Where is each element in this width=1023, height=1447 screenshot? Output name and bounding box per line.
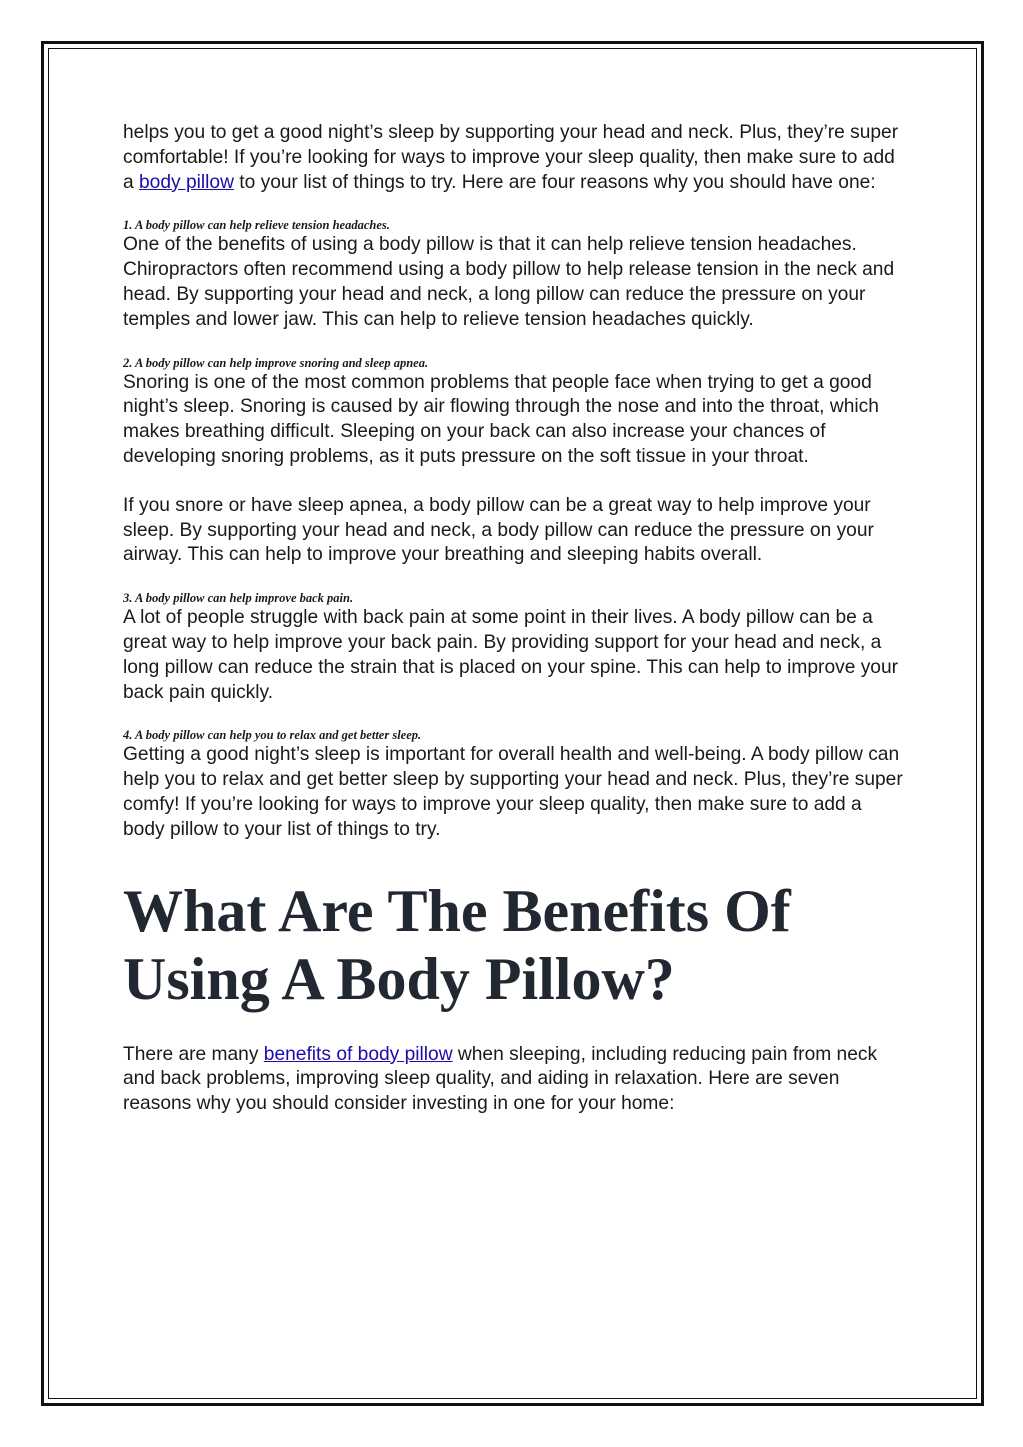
section-2-paragraph-1: Snoring is one of the most common problems that people face when trying to get a good night’s sleep. Snoring is caused by air flowing through the nose and into the throat, which makes breathing difficult. Sleeping on your back can also increase your chances of developing snoring problems, as it puts pressure on the soft tissue in your throat. (123, 371, 879, 467)
main-heading: What Are The Benefits Of Using A Body Pillow? (123, 877, 791, 1012)
intro-text-before-link: helps you to get a good night’s sleep by supporting your head and neck. Plus, they’re super comfortable! If you’re looking for ways to improve your sleep quality, then make sure to add a (123, 122, 899, 193)
section-1-heading: 1. A body pillow can help relieve tension headaches. (123, 218, 390, 233)
section-2-heading: 2. A body pillow can help improve snoring and sleep apnea. (123, 355, 429, 370)
closing-paragraph (123, 1043, 908, 1117)
section-3-heading: 3. A body pillow can help improve back pain. (123, 591, 354, 606)
closing-text-after-link: when sleeping, including reducing pain from neck and back problems, improving sleep quality, and aiding in relaxation. Here are seven reasons why you should consider investing in one for your home: (123, 1043, 878, 1115)
closing-text-before-link: There are many (123, 1043, 264, 1065)
intro-text-after-link: to your list of things to try. Here are four reasons why you should have one: (233, 171, 876, 193)
benefits-of-body-pillow-link[interactable]: benefits of body pillow (263, 1043, 453, 1065)
section-1-paragraph: One of the benefits of using a body pillow is that it can help relieve tension headaches. Chiropractors often recommend using a body pillow to help release tension in the neck and head. By supporting your head and neck, a long pillow can reduce the pressure on your temples and lower jaw. This can help to relieve tension headaches quickly. (123, 234, 895, 330)
intro-paragraph (123, 121, 908, 195)
document-content (123, 121, 908, 1117)
section-4-heading: 4. A body pillow can help you to relax and get better sleep. (123, 728, 422, 743)
section-2-paragraph-2: If you snore or have sleep apnea, a body pillow can be a great way to help improve your sleep. By supporting your head and neck, a body pillow can reduce the pressure on your airway. This can help to improve your breathing and sleeping habits overall. (123, 494, 874, 566)
section-3-paragraph: A lot of people struggle with back pain at some point in their lives. A body pillow can be a great way to help improve your back pain. By providing support for your head and neck, a long pillow can reduce the strain that is placed on your spine. This can help to improve your back pain quickly. (123, 607, 899, 703)
body-pillow-link[interactable]: body pillow (139, 171, 234, 193)
section-4-paragraph: Getting a good night’s sleep is important for overall health and well-being. A body pillow can help you to relax and get better sleep by supporting your head and neck. Plus, they’re super comfy! If you’re looking for ways to improve your sleep quality, then make sure to add a body pillow to your list of things to try. (123, 744, 903, 840)
